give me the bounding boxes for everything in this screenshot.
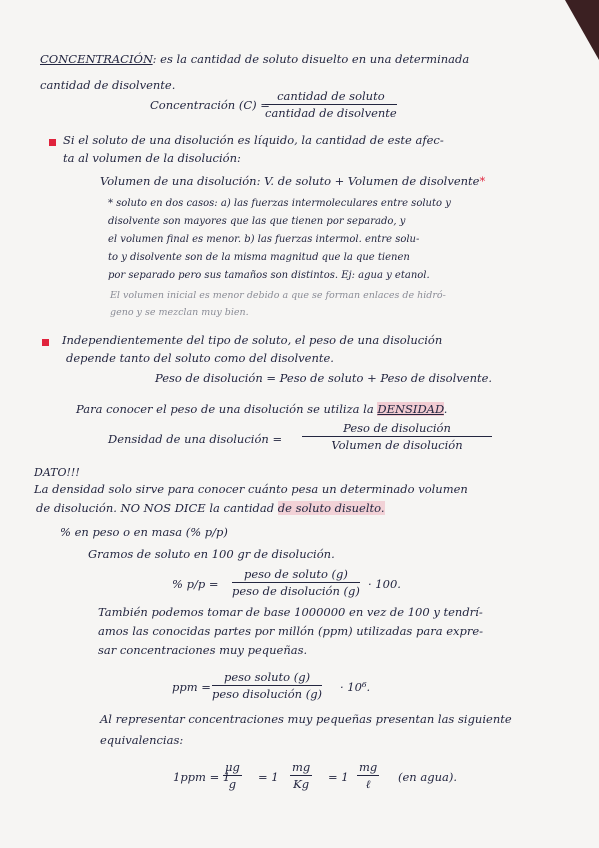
ppm-text-line-2: amos las conocidas partes por millón (ppm) utilizadas para expre- [98,624,484,638]
bullet-1-line-1: Si el soluto de una disolución es líquido, la cantidad de este afec- [63,133,444,147]
equiv-mid-1: = 1 [258,770,279,784]
concentration-numerator: cantidad de soluto [265,89,397,105]
equiv-f2-den: Kg [293,777,310,791]
heading-term: CONCENTRACIÓN [40,52,153,66]
equiv-fraction-2 [290,760,312,791]
equiv-fraction-1 [223,760,242,791]
equiv-line-2: equivalencias: [100,733,184,747]
volume-equation-star: * [479,174,486,188]
page-corner-tab [565,0,599,60]
ppm-numerator: peso soluto (g) [212,670,322,686]
heading-line-2: cantidad de disolvente. [40,78,176,92]
density-keyword: DENSIDAD [377,402,444,416]
bullet-2-line-1: Independientemente del tipo de soluto, el peso de una disolución [62,333,443,347]
weight-equation: Peso de disolución = Peso de soluto + Peso de disolvente. [155,371,493,385]
concentration-denominator: cantidad de disolvente [265,106,397,120]
equiv-tail: (en agua). [398,770,457,784]
dato-title: DATO!!! [34,466,80,479]
note-line-2: disolvente son mayores que las que tienen por separado, y [108,216,406,227]
density-formula-label: Densidad de una disolución = [108,432,283,446]
note-line-5: por separado pero sus tamaños son distintos. Ej: agua y etanol. [108,270,430,281]
bullet-marker-1 [49,139,56,146]
note-faint-line-1: El volumen inicial es menor debido a que se forman enlaces de hidró- [110,290,446,301]
dato-line-1: La densidad solo sirve para conocer cuánto pesa un determinado volumen [34,482,468,496]
equiv-f1-den: g [228,777,237,791]
note-faint-line-2: geno y se mezclan muy bien. [110,307,249,318]
density-intro [76,402,447,416]
ppm-formula-fraction [212,670,322,701]
note-line-1: * soluto en dos casos: a) las fuerzas intermoleculares entre soluto y [108,198,451,209]
ppm-denominator: peso disolución (g) [212,687,323,701]
density-numerator: Peso de disolución [302,421,492,437]
ppm-text-line-3: sar concentraciones muy pequeñas. [98,643,308,657]
ppm-formula-label: ppm = [172,680,211,694]
note-line-3: el volumen final es menor. b) las fuerzas intermol. entre solu- [108,234,420,245]
concentration-formula-fraction [265,89,397,120]
percent-formula-tail: · 100. [368,577,401,591]
volume-equation-text: Volumen de una disolución: V. de soluto + Volumen de disolvente [100,174,480,188]
density-intro-dot: . [443,402,448,416]
bullet-marker-2 [42,339,49,346]
percent-denominator: peso de disolución (g) [232,584,360,598]
equiv-start: 1ppm = 1 [173,770,231,784]
volume-equation [100,174,485,188]
dato-line-2 [36,501,385,515]
equiv-mid-2: = 1 [328,770,349,784]
note-line-4: to y disolvente son de la misma magnitud que la que tienen [108,252,410,263]
heading-definition: : es la cantidad de soluto disuelto en una determinada [152,52,470,66]
percent-formula-fraction [232,567,360,598]
density-intro-text: Para conocer el peso de una disolución se utiliza la [76,402,374,416]
dato-line-2-highlight: de soluto disuelto. [277,501,385,515]
ppm-text-line-1: También podemos tomar de base 1000000 en vez de 100 y tendrí- [98,605,483,619]
density-formula-fraction [302,421,492,452]
equiv-line-1: Al representar concentraciones muy pequeñas presentan las siguiente [100,712,512,726]
equiv-fraction-3 [357,760,379,791]
percent-description: Gramos de soluto en 100 gr de disolución. [88,547,335,561]
bullet-2-line-2: depende tanto del soluto como del disolvente. [66,351,334,365]
heading-line-1 [40,52,469,66]
percent-numerator: peso de soluto (g) [232,567,360,583]
equiv-f2-num: mg [292,760,311,774]
bullet-1-line-2: ta al volumen de la disolución: [63,151,241,165]
percent-formula-label: % p/p = [172,577,219,591]
equiv-f1-num: μg [225,760,240,774]
ppm-formula-tail: · 10⁶. [340,680,371,694]
percent-title: % en peso o en masa (% p/p) [60,525,228,539]
density-denominator: Volumen de disolución [331,438,463,452]
equiv-f3-den: ℓ [365,777,371,791]
concentration-formula-label: Concentración (C) = [150,98,270,112]
dato-line-2-start: de disolución. NO NOS DICE la cantidad [36,501,275,515]
equiv-f3-num: mg [359,760,378,774]
